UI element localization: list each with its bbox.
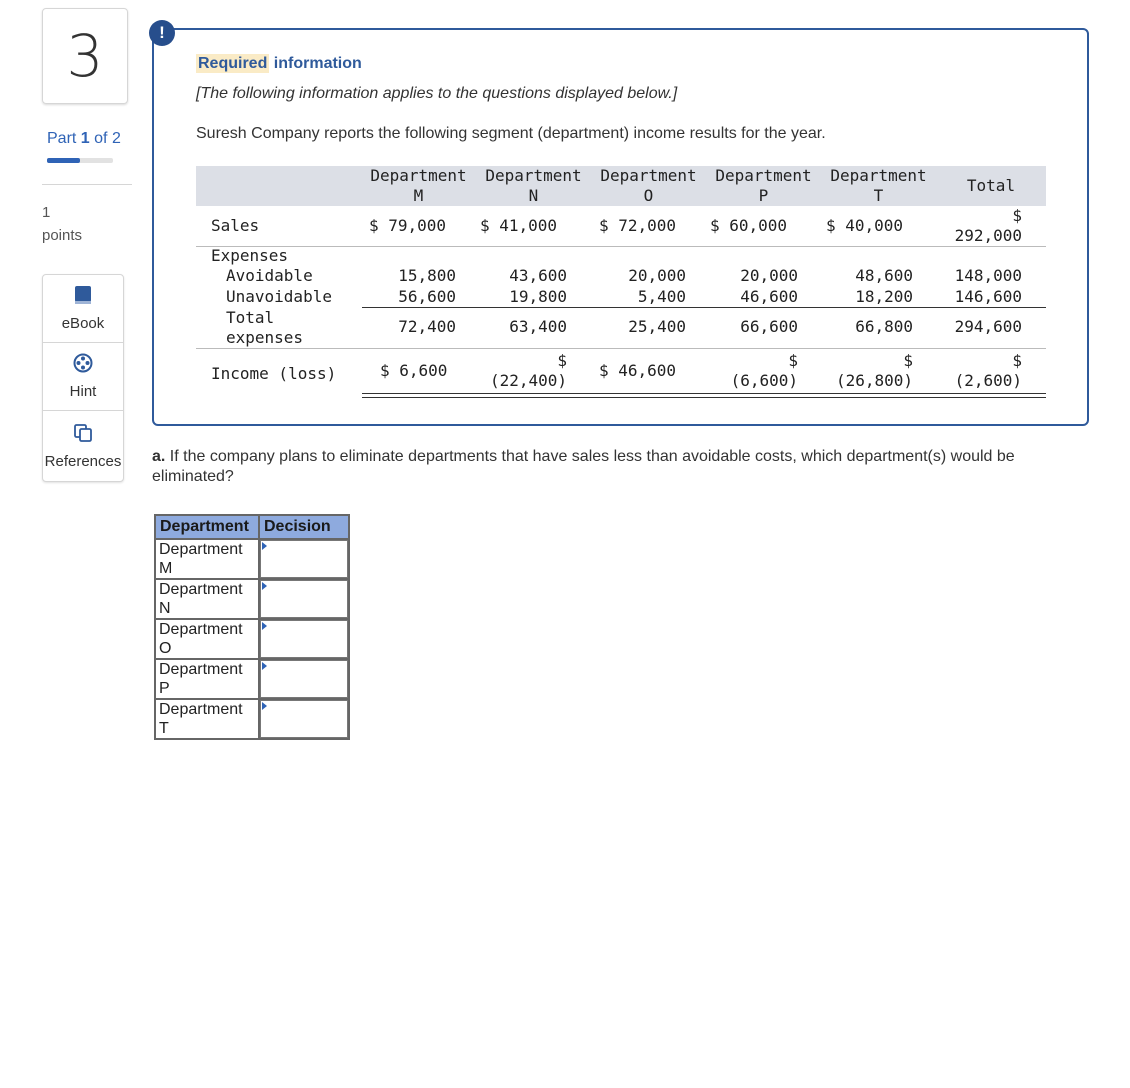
question-number: 3 <box>42 8 128 104</box>
book-icon <box>74 285 92 309</box>
required-info-subtitle: [The following information applies to the questions displayed below.] <box>196 85 678 102</box>
answer-row-label: Department N <box>155 579 259 619</box>
decision-cell <box>259 539 349 579</box>
intro-text: Suresh Company reports the following segment (department) income results for the year. <box>196 125 826 142</box>
unavoidable-t: 18,200 <box>855 287 913 306</box>
tools-panel <box>42 274 124 482</box>
decision-dropdown-t[interactable] <box>260 700 348 738</box>
ebook-label: eBook <box>61 315 105 332</box>
decision-cell <box>259 619 349 659</box>
income-total-dollar: $ <box>1012 351 1022 370</box>
avoidable-m: 15,800 <box>398 266 456 285</box>
decision-cell <box>259 579 349 619</box>
income-p-dollar: $ <box>788 351 798 370</box>
alert-icon: ! <box>149 20 175 46</box>
decision-dropdown-o[interactable] <box>260 620 348 658</box>
unavoidable-p: 46,600 <box>740 287 798 306</box>
total-expenses-total: 294,600 <box>954 317 1022 336</box>
part-total: 2 <box>111 130 121 147</box>
header-dept-n: Department N <box>485 166 582 205</box>
answer-row-label: Department P <box>155 659 259 699</box>
rail-divider <box>42 184 132 185</box>
required-highlight: Required <box>198 55 268 72</box>
header-dept-m: Department M <box>370 166 467 205</box>
dropdown-indicator-icon <box>262 582 267 590</box>
answer-row-label: Department O <box>155 619 259 659</box>
decision-dropdown-n[interactable] <box>260 580 348 618</box>
row-label-unavoidable: Unavoidable <box>226 287 332 306</box>
part-current: 1 <box>80 130 90 147</box>
question-text <box>152 447 1092 487</box>
decision-dropdown-m[interactable] <box>260 540 348 578</box>
total-expenses-n: 63,400 <box>509 317 567 336</box>
row-label-sales: Sales <box>211 216 260 235</box>
part-progress-bar <box>47 158 113 163</box>
reference-icon <box>73 423 93 447</box>
dropdown-indicator-icon <box>262 622 267 630</box>
decision-cell <box>259 699 349 739</box>
income-double-rule-bottom <box>362 397 1046 398</box>
income-t-dollar: $ <box>903 351 913 370</box>
row-label-total-expenses-1: Total <box>226 308 275 327</box>
income-total: (2,600) <box>954 371 1022 390</box>
total-expenses-m: 72,400 <box>398 317 456 336</box>
income-n: (22,400) <box>489 371 567 390</box>
header-dept-o: Department O <box>600 166 697 205</box>
income-t: (26,800) <box>835 371 913 390</box>
dropdown-indicator-icon <box>262 542 267 550</box>
header-total: Total <box>966 176 1016 195</box>
sales-n: $ 41,000 <box>480 216 558 235</box>
sales-total: 292,000 <box>954 226 1022 245</box>
sales-m: $ 79,000 <box>369 216 447 235</box>
sales-o: $ 72,000 <box>599 216 677 235</box>
unavoidable-m: 56,600 <box>398 287 456 306</box>
row-label-total-expenses-2: expenses <box>226 328 304 347</box>
question-body: If the company plans to eliminate departments that have sales less than avoidable costs, which department(s) would be eliminated? <box>152 448 1015 485</box>
dropdown-indicator-icon <box>262 702 267 710</box>
ebook-button[interactable] <box>43 275 123 343</box>
row-label-avoidable: Avoidable <box>226 266 313 285</box>
avoidable-o: 20,000 <box>628 266 686 285</box>
unavoidable-total: 146,600 <box>954 287 1022 306</box>
sales-t: $ 40,000 <box>826 216 904 235</box>
table-row <box>155 539 349 579</box>
dropdown-indicator-icon <box>262 662 267 670</box>
decision-cell <box>259 659 349 699</box>
answer-header-decision: Decision <box>259 515 349 539</box>
unavoidable-o: 5,400 <box>637 287 686 306</box>
answer-header-department: Department <box>155 515 259 539</box>
question-prefix: a. <box>152 448 166 465</box>
references-button[interactable] <box>43 411 123 481</box>
avoidable-n: 43,600 <box>509 266 567 285</box>
part-label: Part <box>47 130 77 147</box>
header-dept-t: Department T <box>830 166 927 205</box>
answer-row-label: Department T <box>155 699 259 739</box>
income-o: $ 46,600 <box>599 361 677 380</box>
income-double-rule-top <box>362 393 1046 394</box>
sales-total-dollar: $ <box>1012 206 1022 225</box>
points <box>42 201 82 247</box>
total-expenses-t: 66,800 <box>855 317 913 336</box>
hint-icon <box>73 353 93 377</box>
total-expenses-divider <box>196 348 1046 349</box>
row-label-expenses: Expenses <box>211 246 289 265</box>
income-p: (6,600) <box>730 371 798 390</box>
required-info-title <box>196 55 362 73</box>
total-expenses-o: 25,400 <box>628 317 686 336</box>
header-dept-p: Department P <box>715 166 812 205</box>
points-value: 1 <box>42 204 51 221</box>
table-row <box>155 659 349 699</box>
table-row <box>155 699 349 739</box>
sales-row-divider <box>196 246 1046 247</box>
total-expenses-p: 66,600 <box>740 317 798 336</box>
table-row <box>155 619 349 659</box>
unavoidable-n: 19,800 <box>509 287 567 306</box>
points-label: points <box>42 227 83 244</box>
answer-row-label: Department M <box>155 539 259 579</box>
hint-button[interactable] <box>43 343 123 411</box>
sales-p: $ 60,000 <box>710 216 788 235</box>
avoidable-p: 20,000 <box>740 266 798 285</box>
references-label: References <box>44 452 122 470</box>
income-n-dollar: $ <box>557 351 567 370</box>
answer-table <box>154 514 350 740</box>
income-m: $ 6,600 <box>380 361 448 380</box>
part-of: of <box>94 130 108 147</box>
part-progress-fill <box>47 158 80 163</box>
hint-label: Hint <box>69 383 97 400</box>
decision-dropdown-p[interactable] <box>260 660 348 698</box>
avoidable-total: 148,000 <box>954 266 1022 285</box>
part-indicator <box>47 130 121 148</box>
row-label-income: Income (loss) <box>211 364 337 383</box>
expenses-underline <box>362 307 1046 308</box>
avoidable-t: 48,600 <box>855 266 913 285</box>
required-title-suffix: information <box>269 55 362 72</box>
table-row <box>155 579 349 619</box>
